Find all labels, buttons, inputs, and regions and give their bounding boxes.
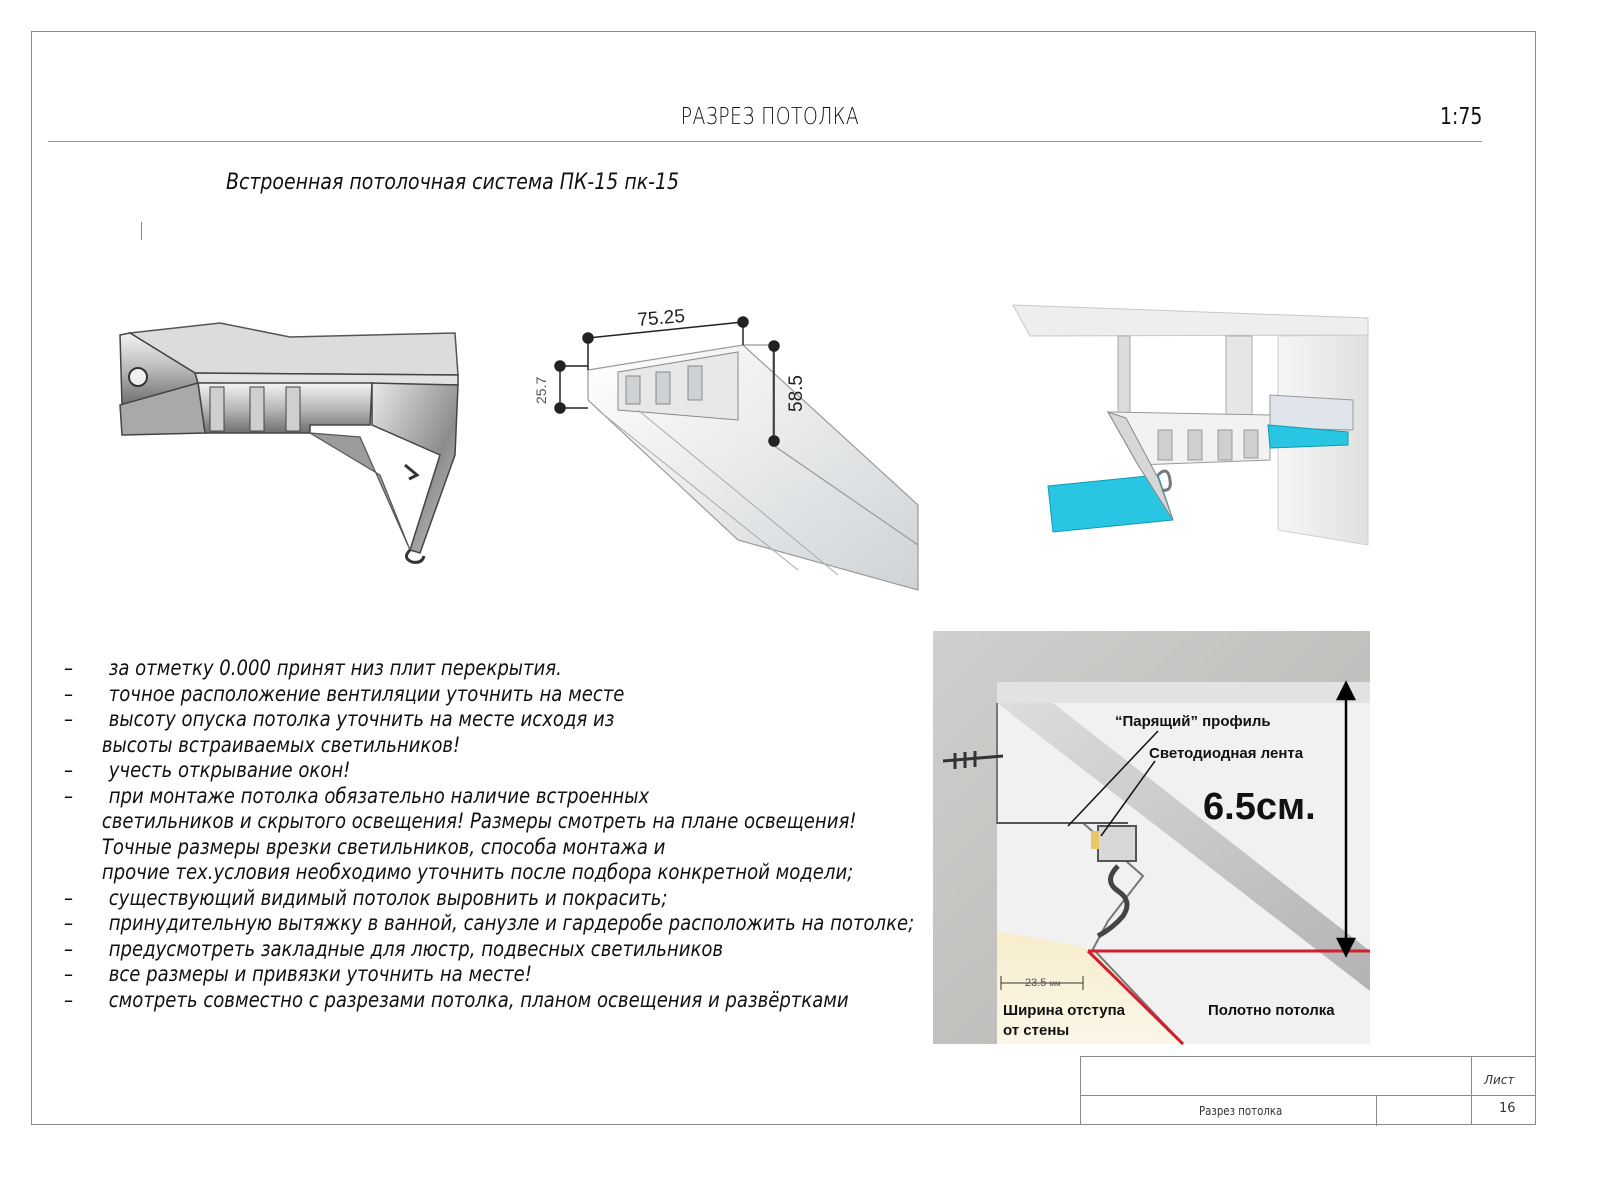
canvas-callout: Полотно потолка [1208,1002,1335,1019]
profile-dimension-drawing [533,300,923,600]
notes-list [64,656,944,1013]
sheet-label: Лист [1484,1073,1515,1087]
page-title: РАЗРЕЗ ПОТОЛКА [680,104,860,130]
note-item: – все размеры и привязки уточнить на месте! [64,962,533,986]
width-dimension-label: 75.25 [636,305,686,331]
note-item: – при монтаже потолка обязательно наличие встроенных светильников и скрытого освещения! Размеры смотреть на плане освещения! Точные размеры врезки светильников, способа монтажа и прочие тех.условия необходимо уточнить после подбора конкретной модели; [64,783,857,884]
offset-value: 23.5 мм [1025,977,1061,989]
profile-section-render [110,315,470,575]
installation-3d-render [1008,300,1370,545]
scale-label: 1:75 [1440,104,1483,130]
system-subtitle: Встроенная потолочная система ПК-15 пк-15 [226,170,680,195]
title-block [1080,1056,1536,1125]
sheet-name: Разрез потолка [1199,1104,1283,1118]
led-callout: Светодиодная лента [1149,745,1304,762]
note-item: – учесть открывание окон! [64,758,351,782]
profile-callout: “Парящий” профиль [1115,713,1271,730]
text-cursor-mark [141,222,142,240]
note-item: – предусмотреть закладные для люстр, подвесных светильников [64,936,724,961]
note-item: – за отметку 0.000 принят низ плит перекрытия. [64,656,562,680]
sheet-number: 16 [1499,1101,1516,1116]
side-dimension-label: 25.7 [533,376,549,404]
note-item: – существующий видимый потолок выровнить и покрасить; [64,885,668,910]
title-rule [48,141,1482,142]
offset-callout-line2: от стены [1003,1022,1070,1039]
note-item: – смотреть совместно с разрезами потолка, планом освещения и развёртками [64,987,849,1012]
height-dimension-label: 58.5 [786,375,807,412]
note-item: – точное расположение вентиляции уточнить на месте [64,681,625,706]
note-item: – принудительную вытяжку в ванной, санузле и гардеробе расположить на потолке; [64,911,915,935]
floating-profile-photo [933,631,1370,1044]
note-item: – высоту опуска потолка уточнить на месте исходя из высоты встраиваемых светильников! [64,707,615,757]
offset-callout-line1: Ширина отступа [1003,1002,1125,1019]
height-callout: 6.5см. [1203,786,1316,828]
